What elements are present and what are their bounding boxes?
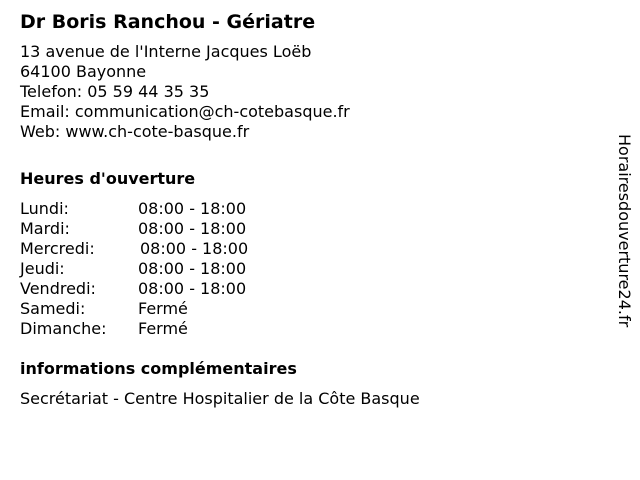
phone-line: Telefon: 05 59 44 35 35 bbox=[20, 82, 210, 101]
hours-row-saturday bbox=[20, 299, 590, 319]
side-brand-text: Horairesdouverture24.fr bbox=[615, 134, 634, 328]
web-line: Web: www.ch-cote-basque.fr bbox=[20, 122, 250, 141]
hours-time: 08:00 - 18:00 bbox=[138, 199, 247, 218]
email-line: Email: communication@ch-cotebasque.fr bbox=[20, 102, 350, 121]
additional-info-text: Secrétariat - Centre Hospitalier de la Côte Basque bbox=[20, 389, 420, 408]
hours-day: Vendredi: bbox=[20, 279, 96, 298]
additional-info-heading: informations complémentaires bbox=[20, 359, 297, 378]
hours-day: Mardi: bbox=[20, 219, 70, 238]
address-city: 64100 Bayonne bbox=[20, 62, 147, 81]
hours-row-tuesday bbox=[20, 219, 590, 239]
opening-hours-heading: Heures d'ouverture bbox=[20, 169, 196, 188]
hours-day: Mercredi: bbox=[20, 239, 95, 258]
hours-row-thursday bbox=[20, 259, 590, 279]
hours-row-friday bbox=[20, 279, 590, 299]
page-title: Dr Boris Ranchou - Gériatre bbox=[20, 11, 316, 33]
hours-time: 08:00 - 18:00 bbox=[138, 279, 247, 298]
address-street: 13 avenue de l'Interne Jacques Loëb bbox=[20, 42, 312, 61]
hours-day: Jeudi: bbox=[20, 259, 65, 278]
hours-time: Fermé bbox=[138, 299, 188, 318]
hours-day: Lundi: bbox=[20, 199, 69, 218]
opening-hours-list bbox=[20, 199, 590, 339]
hours-time: 08:00 - 18:00 bbox=[138, 259, 247, 278]
hours-time: Fermé bbox=[138, 319, 188, 338]
hours-row-wednesday bbox=[20, 239, 590, 259]
hours-row-monday bbox=[20, 199, 590, 219]
listing-card bbox=[20, 8, 590, 409]
hours-time: 08:00 - 18:00 bbox=[140, 239, 249, 258]
side-brand-watermark bbox=[612, 134, 636, 374]
hours-time: 08:00 - 18:00 bbox=[138, 219, 247, 238]
hours-day: Samedi: bbox=[20, 299, 86, 318]
hours-day: Dimanche: bbox=[20, 319, 107, 338]
hours-row-sunday bbox=[20, 319, 590, 339]
